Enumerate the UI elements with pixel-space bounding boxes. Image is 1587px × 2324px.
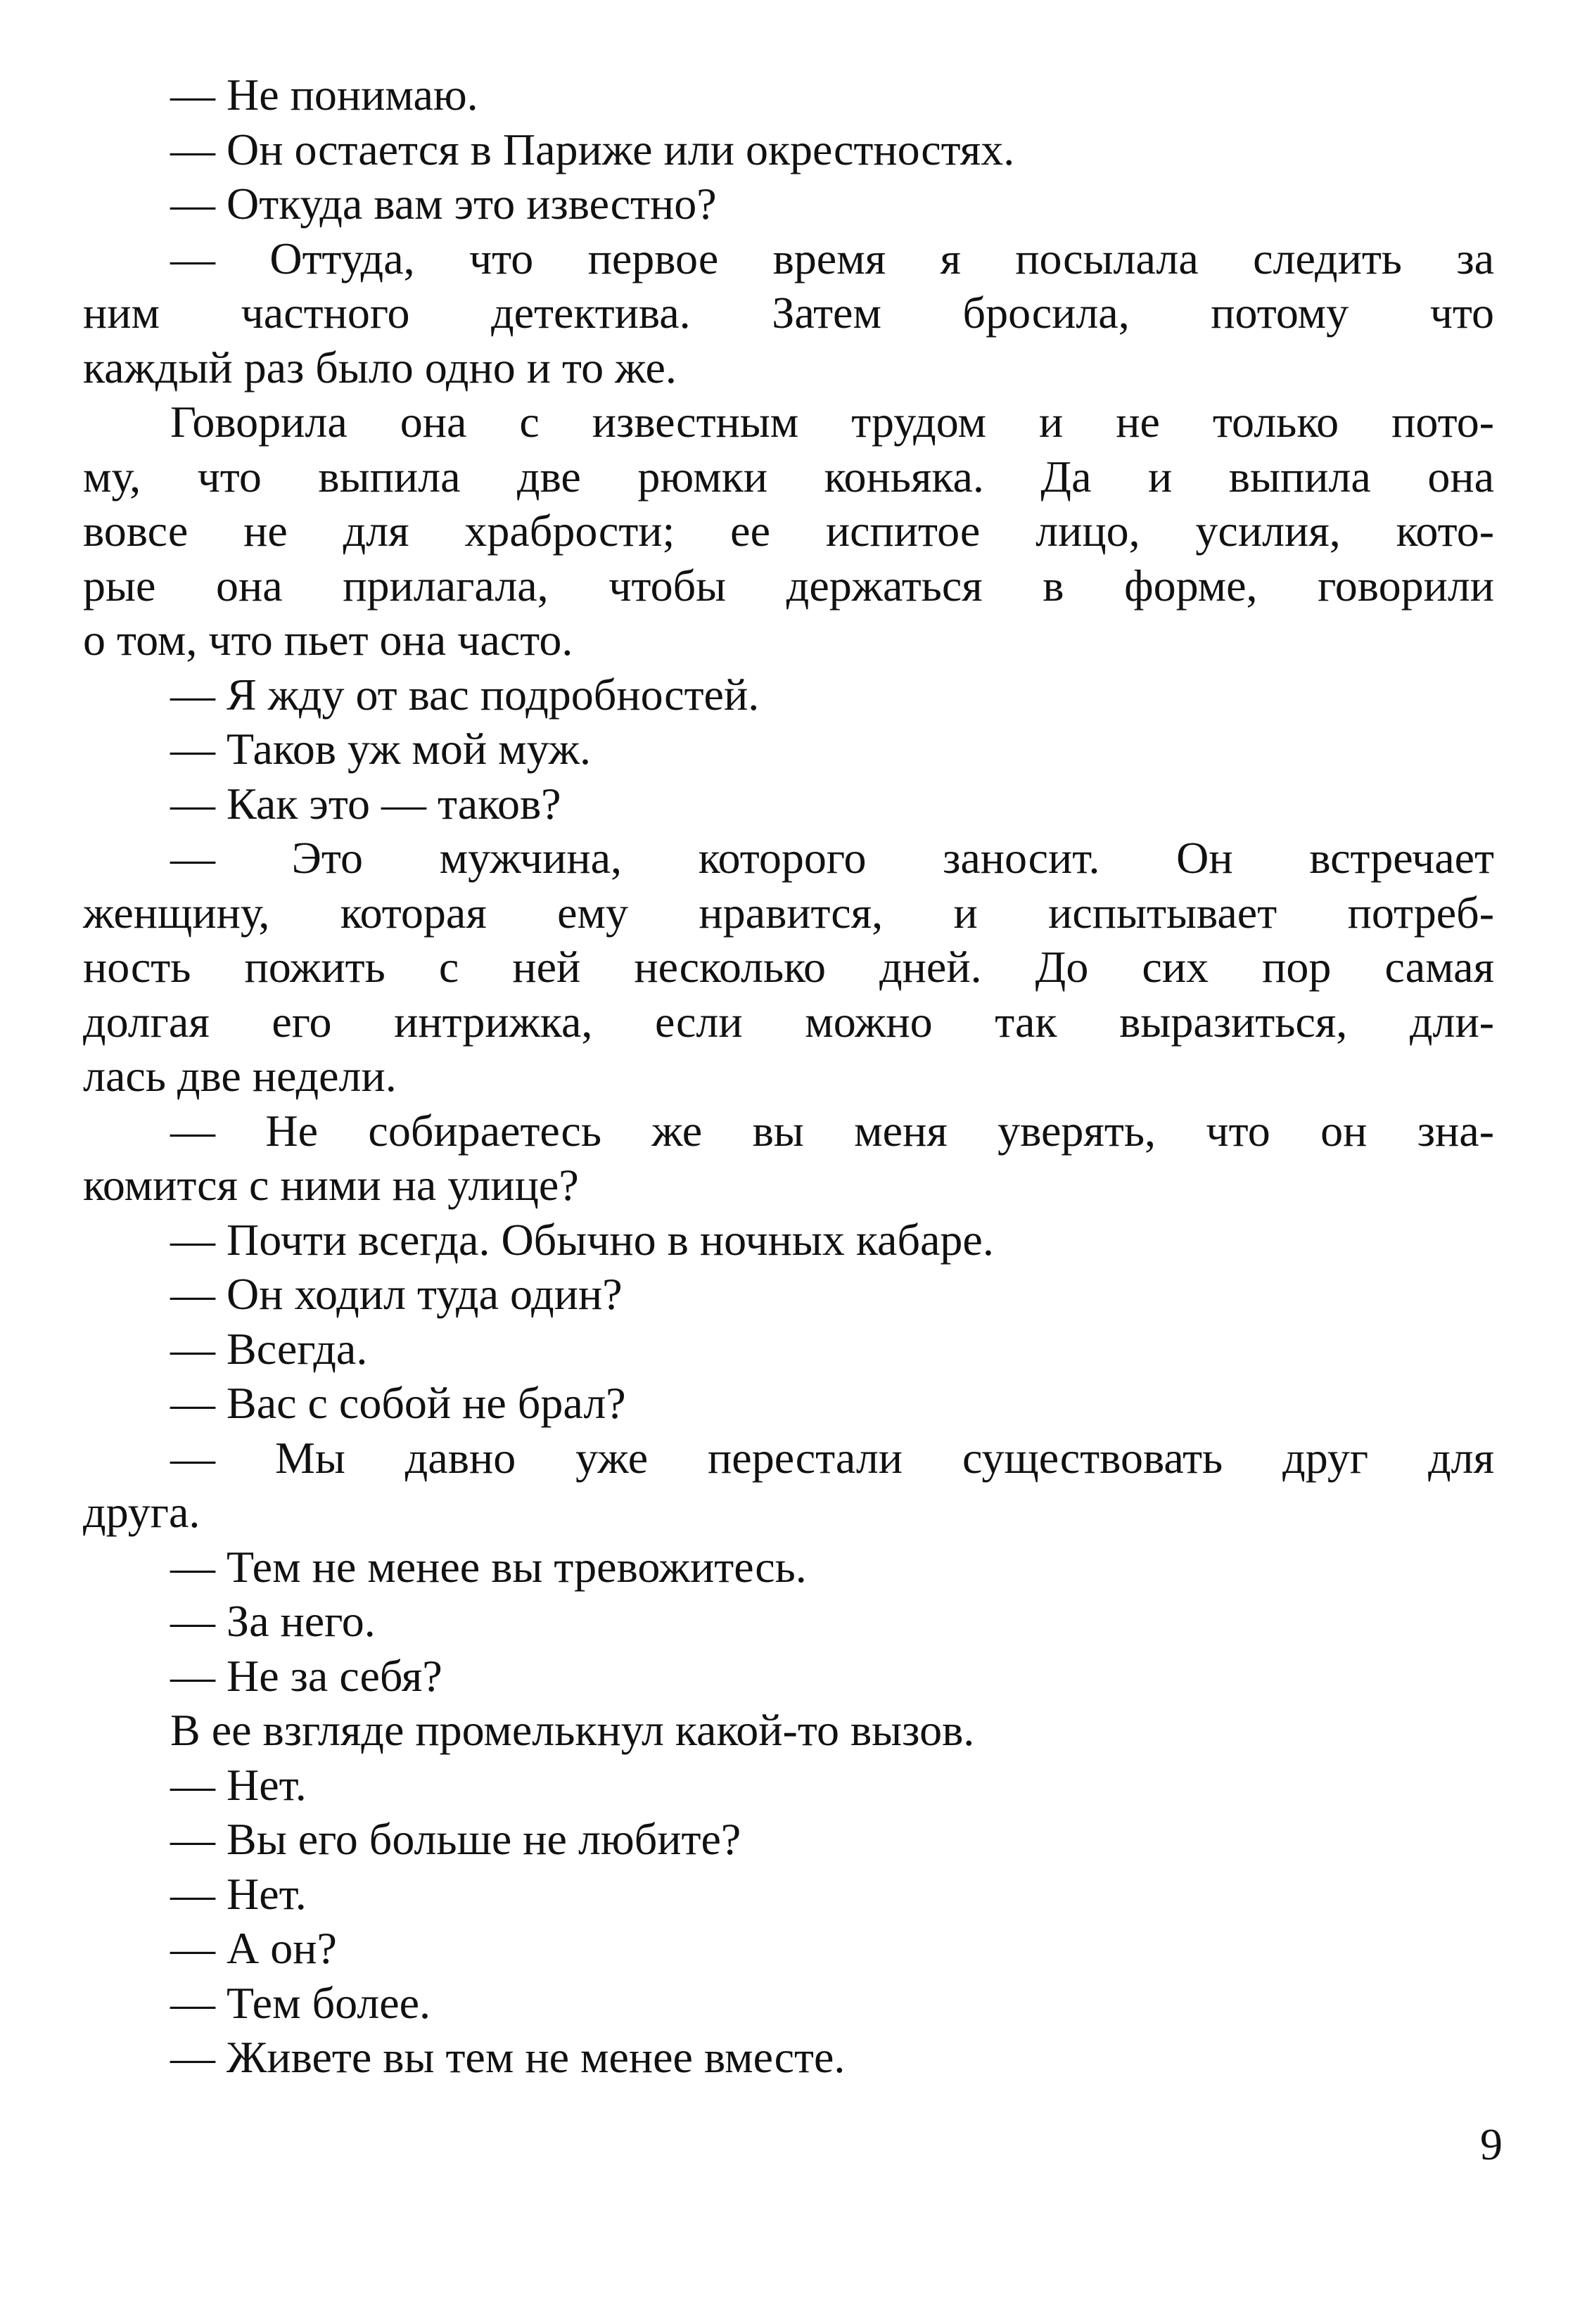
page-number: 9 [1480,2119,1503,2169]
text-line: — Нет. [170,1868,307,1919]
text-line: — Он остается в Париже или окрестностях. [170,124,1015,174]
text-line: В ее взгляде промелькнул какой-то вызов. [170,1705,975,1755]
text-line: — Я жду от вас подробностей. [170,669,760,720]
text-line: рые она прилагала, чтобы держаться в форме, говорили [83,560,1494,611]
text-line: — За него. [170,1596,376,1646]
text-line: — Не собираетесь же вы меня уверять, что он зна- [170,1105,1494,1156]
text-line: вовсе не для храбрости; ее испитое лицо, усилия, кото- [83,506,1494,556]
text-line: женщину, которая ему нравится, и испытывает потреб- [83,887,1494,938]
text-line: — Это мужчина, которого заносит. Он встречает [170,833,1494,883]
text-line: — Всегда. [170,1323,368,1374]
text-line: — Как это — таков? [170,778,561,829]
text-line: долгая его интрижка, если можно так выразиться, дли- [83,996,1494,1047]
text-line: — Вас с собой не брал? [170,1378,626,1428]
text-line: Говорила она с известным трудом и не только пото- [170,397,1494,447]
text-line: лась две недели. [83,1051,397,1101]
text-line: — Мы давно уже перестали существовать друг для [170,1432,1494,1483]
text-line: ним частного детектива. Затем бросила, потому что [83,288,1494,338]
text-line: о том, что пьет она часто. [83,615,573,665]
text-line: — Он ходил туда один? [170,1269,623,1319]
text-line: — Не понимаю. [170,70,478,120]
text-line: ность пожить с ней несколько дней. До сих пор самая [83,942,1494,992]
text-line: каждый раз было одно и то же. [83,342,677,392]
text-line: — Тем не менее вы тревожитесь. [170,1541,807,1592]
text-line: му, что выпила две рюмки коньяка. Да и выпила она [83,451,1494,502]
text-line: — А он? [170,1923,337,1973]
text-line: — Нет. [170,1759,307,1810]
text-line: — Вы его больше не любите? [170,1814,741,1864]
text-line: — Не за себя? [170,1650,442,1701]
text-line: — Тем более. [170,1977,431,2028]
text-line: комится с ними на улице? [83,1160,579,1210]
text-line: — Таков уж мой муж. [170,724,591,774]
text-line: — Живете вы тем не менее вместе. [170,2032,846,2082]
text-line: — Откуда вам это известно? [170,179,717,229]
book-page-text [83,68,1494,2085]
text-line: — Оттуда, что первое время я посылала следить за [170,233,1494,283]
text-line: — Почти всегда. Обычно в ночных кабаре. [170,1214,994,1265]
text-line: друга. [83,1487,200,1537]
